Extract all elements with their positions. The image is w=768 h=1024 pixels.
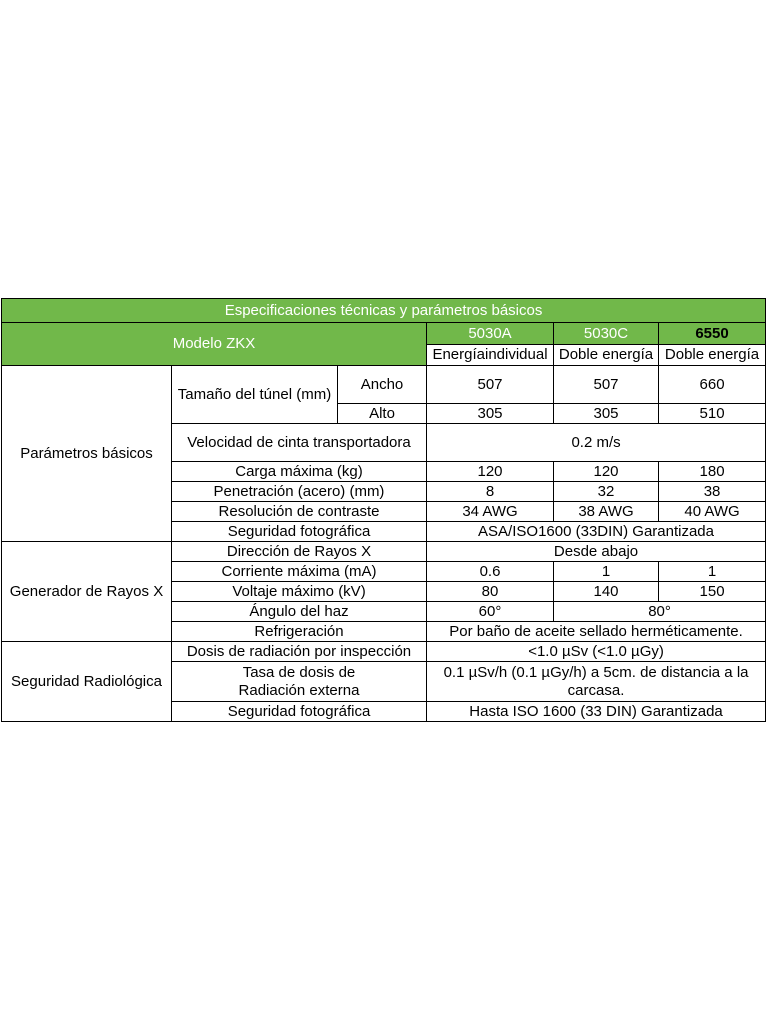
tunnel-height-6550: 510 bbox=[659, 404, 766, 424]
penetration-5030c: 32 bbox=[554, 482, 659, 502]
model-energy-5030c: Doble energía bbox=[554, 345, 659, 366]
tunnel-height-5030a: 305 bbox=[427, 404, 554, 424]
radiological-photo-safety-value: Hasta ISO 1600 (33 DIN) Garantizada bbox=[427, 702, 766, 722]
penetration-6550: 38 bbox=[659, 482, 766, 502]
tunnel-height-5030c: 305 bbox=[554, 404, 659, 424]
current-5030c: 1 bbox=[554, 562, 659, 582]
title-row bbox=[2, 299, 766, 323]
section-basic-label: Parámetros básicos bbox=[2, 366, 172, 542]
contrast-5030c: 38 AWG bbox=[554, 502, 659, 522]
tunnel-width-row bbox=[2, 366, 766, 404]
voltage-6550: 150 bbox=[659, 582, 766, 602]
photo-safety-value: ASA/ISO1600 (33DIN) Garantizada bbox=[427, 522, 766, 542]
external-dose-value-line1: 0.1 µSv/h (0.1 µGy/h) a 5cm. de distancia a la bbox=[443, 663, 749, 681]
voltage-5030c: 140 bbox=[554, 582, 659, 602]
current-6550: 1 bbox=[659, 562, 766, 582]
external-dose-value-line2: carcasa. bbox=[567, 681, 625, 699]
tunnel-width-5030a: 507 bbox=[427, 366, 554, 404]
external-dose-label bbox=[172, 662, 427, 702]
tunnel-height-label: Alto bbox=[338, 404, 427, 424]
radiological-photo-safety-label: Seguridad fotográfica bbox=[172, 702, 427, 722]
tunnel-width-5030c: 507 bbox=[554, 366, 659, 404]
model-energy-6550: Doble energía bbox=[659, 345, 766, 366]
voltage-label: Voltaje máximo (kV) bbox=[172, 582, 427, 602]
dose-value: <1.0 µSv (<1.0 µGy) bbox=[427, 642, 766, 662]
max-load-label: Carga máxima (kg) bbox=[172, 462, 427, 482]
external-dose-label-line1: Tasa de dosis de bbox=[242, 663, 356, 681]
max-load-5030a: 120 bbox=[427, 462, 554, 482]
tunnel-label: Tamaño del túnel (mm) bbox=[172, 366, 338, 424]
max-load-6550: 180 bbox=[659, 462, 766, 482]
model-name-row bbox=[2, 323, 766, 345]
penetration-label: Penetración (acero) (mm) bbox=[172, 482, 427, 502]
contrast-label: Resolución de contraste bbox=[172, 502, 427, 522]
dose-label: Dosis de radiación por inspección bbox=[172, 642, 427, 662]
penetration-5030a: 8 bbox=[427, 482, 554, 502]
beam-angle-5030c-6550: 80° bbox=[554, 602, 766, 622]
beam-angle-5030a: 60° bbox=[427, 602, 554, 622]
contrast-5030a: 34 AWG bbox=[427, 502, 554, 522]
direction-row bbox=[2, 542, 766, 562]
direction-value: Desde abajo bbox=[427, 542, 766, 562]
voltage-5030a: 80 bbox=[427, 582, 554, 602]
model-name-5030a: 5030A bbox=[427, 323, 554, 345]
current-5030a: 0.6 bbox=[427, 562, 554, 582]
model-name-5030c: 5030C bbox=[554, 323, 659, 345]
tunnel-width-6550: 660 bbox=[659, 366, 766, 404]
current-label: Corriente máxima (mA) bbox=[172, 562, 427, 582]
model-name-6550: 6550 bbox=[659, 323, 766, 345]
external-dose-label-line2: Radiación externa bbox=[238, 681, 360, 699]
dose-row bbox=[2, 642, 766, 662]
section-radiological-label: Seguridad Radiológica bbox=[2, 642, 172, 722]
spec-table bbox=[1, 298, 766, 722]
model-energy-5030a: Energíaindividual bbox=[427, 345, 554, 366]
max-load-5030c: 120 bbox=[554, 462, 659, 482]
model-label: Modelo ZKX bbox=[2, 323, 427, 366]
photo-safety-label: Seguridad fotográfica bbox=[172, 522, 427, 542]
belt-speed-label: Velocidad de cinta transportadora bbox=[172, 424, 427, 462]
table-title: Especificaciones técnicas y parámetros básicos bbox=[2, 299, 766, 323]
cooling-value: Por baño de aceite sellado herméticamente. bbox=[427, 622, 766, 642]
belt-speed-value: 0.2 m/s bbox=[427, 424, 766, 462]
contrast-6550: 40 AWG bbox=[659, 502, 766, 522]
section-xray-label: Generador de Rayos X bbox=[2, 542, 172, 642]
cooling-label: Refrigeración bbox=[172, 622, 427, 642]
direction-label: Dirección de Rayos X bbox=[172, 542, 427, 562]
tunnel-width-label: Ancho bbox=[338, 366, 427, 404]
beam-angle-label: Ángulo del haz bbox=[172, 602, 427, 622]
external-dose-value bbox=[427, 662, 766, 702]
